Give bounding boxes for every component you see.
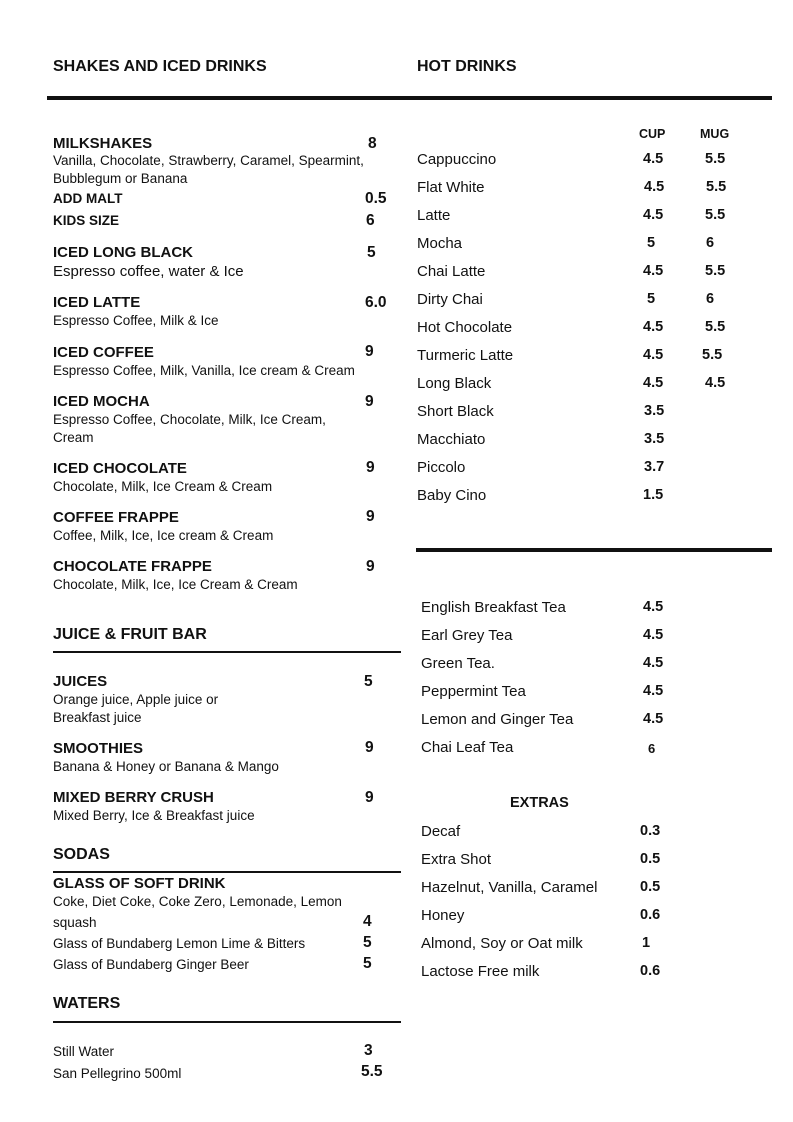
hot-drink-cup-price: 4.5	[643, 207, 664, 223]
soda-item-name: Glass of Bundaberg Lemon Lime & Bitters	[53, 936, 306, 951]
tea-name: Chai Leaf Tea	[421, 739, 514, 756]
extra-price: 0.5	[640, 851, 661, 867]
hot-drink-mug-price: 4.5	[705, 375, 726, 391]
iced-item-price: 9	[366, 558, 375, 575]
hot-drink-mug-price: 5.5	[702, 347, 723, 363]
section-title-extras: EXTRAS	[510, 795, 569, 811]
section-title-juice-bar: JUICE & FRUIT BAR	[53, 626, 207, 643]
iced-item-desc: Espresso Coffee, Chocolate, Milk, Ice Cream,	[53, 412, 326, 427]
iced-item-name: COFFEE FRAPPE	[53, 509, 179, 526]
iced-item-name: CHOCOLATE FRAPPE	[53, 558, 212, 575]
header-divider	[47, 96, 772, 100]
tea-price: 4.5	[643, 655, 664, 671]
juice-item-desc: Orange juice, Apple juice or	[53, 692, 219, 707]
extra-price: 0.6	[640, 963, 661, 979]
add-malt-label: ADD MALT	[53, 191, 123, 206]
extra-price: 1	[642, 935, 651, 951]
hot-drinks-divider	[416, 548, 772, 552]
extra-price: 0.5	[640, 879, 661, 895]
hot-drink-cup-price: 3.7	[644, 459, 665, 475]
hot-drink-name: Chai Latte	[417, 263, 486, 280]
tea-name: Lemon and Ginger Tea	[421, 711, 574, 728]
hot-drink-cup-price: 1.5	[643, 487, 664, 503]
juice-item-price: 5	[364, 673, 373, 690]
iced-item-desc: Chocolate, Milk, Ice Cream & Cream	[53, 479, 273, 494]
extra-name: Extra Shot	[421, 851, 492, 868]
add-malt-price: 0.5	[365, 190, 387, 207]
iced-item-desc: Coffee, Milk, Ice, Ice cream & Cream	[53, 528, 274, 543]
juice-item-price: 9	[365, 789, 374, 806]
hot-drink-name: Turmeric Latte	[417, 347, 514, 364]
soft-drink-desc-line1: Coke, Diet Coke, Coke Zero, Lemonade, Lemon	[53, 894, 342, 909]
hot-drink-name: Mocha	[417, 235, 463, 252]
water-item-name: San Pellegrino 500ml	[53, 1066, 182, 1081]
hot-drink-name: Dirty Chai	[417, 291, 483, 308]
hot-drink-cup-price: 4.5	[644, 179, 665, 195]
hot-drink-mug-price: 5.5	[705, 263, 726, 279]
milkshakes-name: MILKSHAKES	[53, 135, 153, 152]
section-title-waters: WATERS	[53, 995, 121, 1012]
iced-item-name: ICED LONG BLACK	[53, 244, 193, 261]
hot-drink-cup-price: 5	[647, 291, 656, 307]
iced-item-desc: Espresso Coffee, Milk & Ice	[53, 313, 219, 328]
hot-drink-cup-price: 4.5	[643, 151, 664, 167]
section-title-shakes: SHAKES AND ICED DRINKS	[53, 58, 267, 75]
hot-drink-cup-price: 4.5	[643, 375, 664, 391]
milkshakes-desc-line1: Vanilla, Chocolate, Strawberry, Caramel, Spearmint,	[53, 153, 364, 168]
hot-drink-cup-price: 4.5	[643, 263, 664, 279]
iced-item-price: 5	[367, 244, 376, 261]
waters-divider	[53, 1021, 401, 1023]
kids-size-label: KIDS SIZE	[53, 213, 120, 228]
hot-drink-mug-price: 5.5	[706, 179, 727, 195]
tea-name: Peppermint Tea	[421, 683, 526, 700]
water-item-price: 3	[364, 1042, 373, 1059]
soft-drink-name: GLASS OF SOFT DRINK	[53, 875, 226, 892]
tea-price: 4.5	[643, 599, 664, 615]
extra-name: Almond, Soy or Oat milk	[421, 935, 583, 952]
soft-drink-price: 4	[363, 913, 372, 930]
hot-drink-mug-price: 5.5	[705, 319, 726, 335]
water-item-price: 5.5	[361, 1063, 383, 1080]
iced-item-price: 9	[366, 459, 375, 476]
hot-drink-name: Hot Chocolate	[417, 319, 513, 336]
iced-item-desc: Chocolate, Milk, Ice, Ice Cream & Cream	[53, 577, 298, 592]
juice-item-price: 9	[365, 739, 374, 756]
hot-drink-cup-price: 4.5	[643, 347, 664, 363]
milkshakes-desc-line2: Bubblegum or Banana	[53, 171, 188, 186]
hot-drink-cup-price: 4.5	[643, 319, 664, 335]
iced-item-desc: Espresso coffee, water & Ice	[53, 263, 244, 280]
iced-item-name: ICED CHOCOLATE	[53, 460, 187, 477]
iced-item-desc: Cream	[53, 430, 94, 445]
iced-item-price: 6.0	[365, 294, 387, 311]
soda-item-price: 5	[363, 934, 372, 951]
tea-name: Earl Grey Tea	[421, 627, 513, 644]
iced-item-desc: Espresso Coffee, Milk, Vanilla, Ice cream & Cream	[53, 363, 355, 378]
hot-drink-mug-price: 6	[706, 235, 715, 251]
water-item-name: Still Water	[53, 1044, 115, 1059]
tea-price: 4.5	[643, 711, 664, 727]
hot-drink-name: Piccolo	[417, 459, 466, 476]
juice-bar-divider	[53, 651, 401, 653]
hot-drink-name: Baby Cino	[417, 487, 487, 504]
hot-drink-name: Cappuccino	[417, 151, 497, 168]
hot-drink-name: Latte	[417, 207, 451, 224]
hot-drink-name: Flat White	[417, 179, 485, 196]
tea-price: 4.5	[643, 683, 664, 699]
iced-item-name: ICED MOCHA	[53, 393, 150, 410]
sodas-divider	[53, 871, 401, 873]
extra-name: Decaf	[421, 823, 461, 840]
hot-drink-name: Macchiato	[417, 431, 486, 448]
iced-item-price: 9	[366, 508, 375, 525]
cup-column-header: CUP	[639, 127, 666, 141]
extra-name: Lactose Free milk	[421, 963, 540, 980]
tea-name: Green Tea.	[421, 655, 495, 672]
section-title-sodas: SODAS	[53, 846, 110, 863]
extra-name: Hazelnut, Vanilla, Caramel	[421, 879, 598, 896]
kids-size-price: 6	[366, 212, 375, 229]
iced-item-name: ICED COFFEE	[53, 344, 154, 361]
tea-price: 4.5	[643, 627, 664, 643]
tea-price: 6	[648, 741, 656, 756]
milkshakes-price: 8	[368, 135, 377, 152]
hot-drink-mug-price: 6	[706, 291, 715, 307]
juice-item-name: JUICES	[53, 673, 108, 690]
juice-item-desc: Banana & Honey or Banana & Mango	[53, 759, 279, 774]
hot-drink-mug-price: 5.5	[705, 207, 726, 223]
section-title-hot-drinks: HOT DRINKS	[417, 58, 517, 75]
juice-item-desc: Breakfast juice	[53, 710, 142, 725]
extra-price: 0.6	[640, 907, 661, 923]
hot-drink-cup-price: 3.5	[644, 431, 665, 447]
mug-column-header: MUG	[700, 127, 730, 141]
hot-drink-cup-price: 3.5	[644, 403, 665, 419]
soda-item-price: 5	[363, 955, 372, 972]
hot-drink-name: Short Black	[417, 403, 494, 420]
extra-name: Honey	[421, 907, 465, 924]
iced-item-price: 9	[365, 393, 374, 410]
iced-item-price: 9	[365, 343, 374, 360]
hot-drink-cup-price: 5	[647, 235, 656, 251]
hot-drink-mug-price: 5.5	[705, 151, 726, 167]
juice-item-name: MIXED BERRY CRUSH	[53, 789, 214, 806]
juice-item-desc: Mixed Berry, Ice & Breakfast juice	[53, 808, 255, 823]
soda-item-name: Glass of Bundaberg Ginger Beer	[53, 957, 249, 972]
extra-price: 0.3	[640, 823, 661, 839]
hot-drink-name: Long Black	[417, 375, 492, 392]
tea-name: English Breakfast Tea	[421, 599, 566, 616]
soft-drink-desc-line2: squash	[53, 915, 97, 930]
iced-item-name: ICED LATTE	[53, 294, 141, 311]
juice-item-name: SMOOTHIES	[53, 740, 144, 757]
